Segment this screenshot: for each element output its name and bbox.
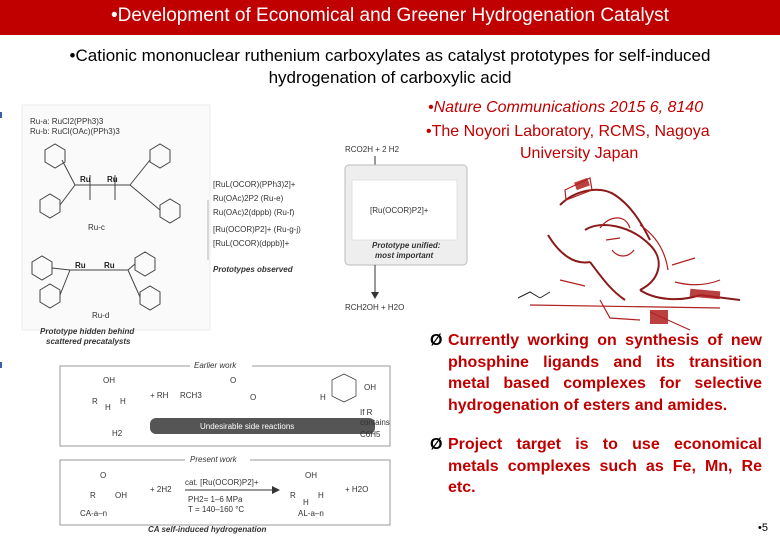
hidden-caption-line-1: Prototype hidden behind: [40, 327, 135, 336]
slide-title: •Development of Economical and Greener Hydrogenation Catalyst: [111, 5, 669, 26]
earlier-work-label: Earlier work: [194, 361, 237, 370]
svg-text:Ru: Ru: [75, 261, 86, 270]
contains-label: contains: [360, 418, 390, 427]
svg-text:R: R: [290, 491, 296, 500]
svg-text:R: R: [90, 491, 96, 500]
plus-h2o-label: + H2O: [345, 485, 369, 494]
reaction-bottom-formula: RCH2OH + H2O: [345, 303, 405, 312]
page-number: •5: [758, 522, 768, 534]
reaction-top-formula: RCO2H + 2 H2: [345, 145, 400, 154]
observed-item: Ru(OAc)2P2 (Ru-e): [213, 194, 284, 203]
lab-reference-line-2: University Japan: [520, 145, 639, 162]
self-induced-caption: CA self-induced hydrogenation: [148, 525, 267, 534]
observed-item: [RuL(OCOR)(dppb)]+: [213, 239, 290, 248]
bullet-item: [430, 330, 762, 416]
box-formula: [Ru(OCOR)P2]+: [370, 206, 429, 215]
ru-c-label: Ru-c: [88, 223, 105, 232]
prototype-unified-line-2: most important: [375, 251, 434, 260]
subtitle-line-2: hydrogenation of carboxylic acid: [268, 68, 512, 87]
ca-label: CA-a–n: [80, 509, 108, 518]
hidden-caption-line-2: scattered precatalysts: [46, 337, 131, 346]
central-reaction: [345, 145, 467, 312]
svg-text:H: H: [105, 403, 111, 412]
observed-item: [RuL(OCOR)(PPh3)2]+: [213, 180, 296, 189]
h2-label: H2: [112, 429, 123, 438]
svg-text:Ru: Ru: [80, 175, 91, 184]
svg-text:Ru: Ru: [104, 261, 115, 270]
ruthenium-structures: [22, 105, 210, 346]
al-label: AL-a–n: [298, 509, 324, 518]
prototypes-observed-label: Prototypes observed: [213, 265, 293, 274]
svg-text:H: H: [303, 498, 309, 507]
svg-text:O: O: [230, 376, 237, 385]
plus-rh-label: + RH: [150, 391, 169, 400]
svg-text:H: H: [318, 491, 324, 500]
present-work-label: Present work: [190, 455, 237, 464]
observed-item: Ru(OAc)2(dppb) (Ru-f): [213, 208, 295, 217]
c6h5-label: C6H5: [360, 430, 381, 439]
present-work-panel: [60, 453, 390, 534]
svg-text:O: O: [250, 393, 257, 402]
subtitle-line-1: •Cationic mononuclear ruthenium carboxylates as catalyst prototypes for self-induced: [69, 46, 711, 65]
svg-text:OH: OH: [364, 383, 376, 392]
journal-reference: •Nature Communications 2015 6, 8140: [428, 99, 704, 116]
ru-a-label: Ru-a: RuCl2(PPh3)3: [30, 117, 104, 126]
ru-b-label: Ru-b: RuCl(OAc)(PPh3)3: [30, 127, 120, 136]
svg-text:Ru: Ru: [107, 175, 118, 184]
noyori-sketch-image: [518, 178, 740, 330]
arrow-bullet-icon: Ø: [430, 332, 443, 349]
plus-2h2-label: + 2H2: [150, 485, 172, 494]
svg-text:O: O: [100, 471, 107, 480]
bullet-item: [430, 434, 762, 499]
observed-catalysts: [208, 180, 301, 274]
svg-text:OH: OH: [103, 376, 115, 385]
earlier-work-panel: [60, 360, 390, 446]
bullet-text: Project target is to use economical metals complexes such as Fe, Mn, Re etc.: [448, 436, 762, 496]
temperature-label: T = 140–160 °C: [188, 505, 245, 514]
bullet-text: Currently working on synthesis of new phosphine ligands and its transition metal based complexes for selective hydrogenation of esters and amides.: [448, 332, 762, 414]
if-r-label: If R: [360, 408, 373, 417]
svg-text:H: H: [120, 397, 126, 406]
rch3-label: RCH3: [180, 391, 202, 400]
prototype-unified-line-1: Prototype unified:: [372, 241, 441, 250]
svg-text:H: H: [320, 393, 326, 402]
lab-reference-line-1: •The Noyori Laboratory, RCMS, Nagoya: [426, 123, 710, 140]
svg-text:R: R: [92, 397, 98, 406]
arrow-bullet-icon: Ø: [430, 436, 443, 453]
catalyst-label: cat. [Ru(OCOR)P2]+: [185, 478, 259, 487]
ru-d-label: Ru-d: [92, 311, 110, 320]
side-reactions-label: Undesirable side reactions: [200, 422, 295, 431]
svg-text:OH: OH: [115, 491, 127, 500]
pressure-label: PH2= 1–6 MPa: [188, 495, 243, 504]
observed-item: [Ru(OCOR)P2]+ (Ru-g-j): [213, 225, 301, 234]
bullet-list: [430, 330, 762, 499]
svg-text:OH: OH: [305, 471, 317, 480]
